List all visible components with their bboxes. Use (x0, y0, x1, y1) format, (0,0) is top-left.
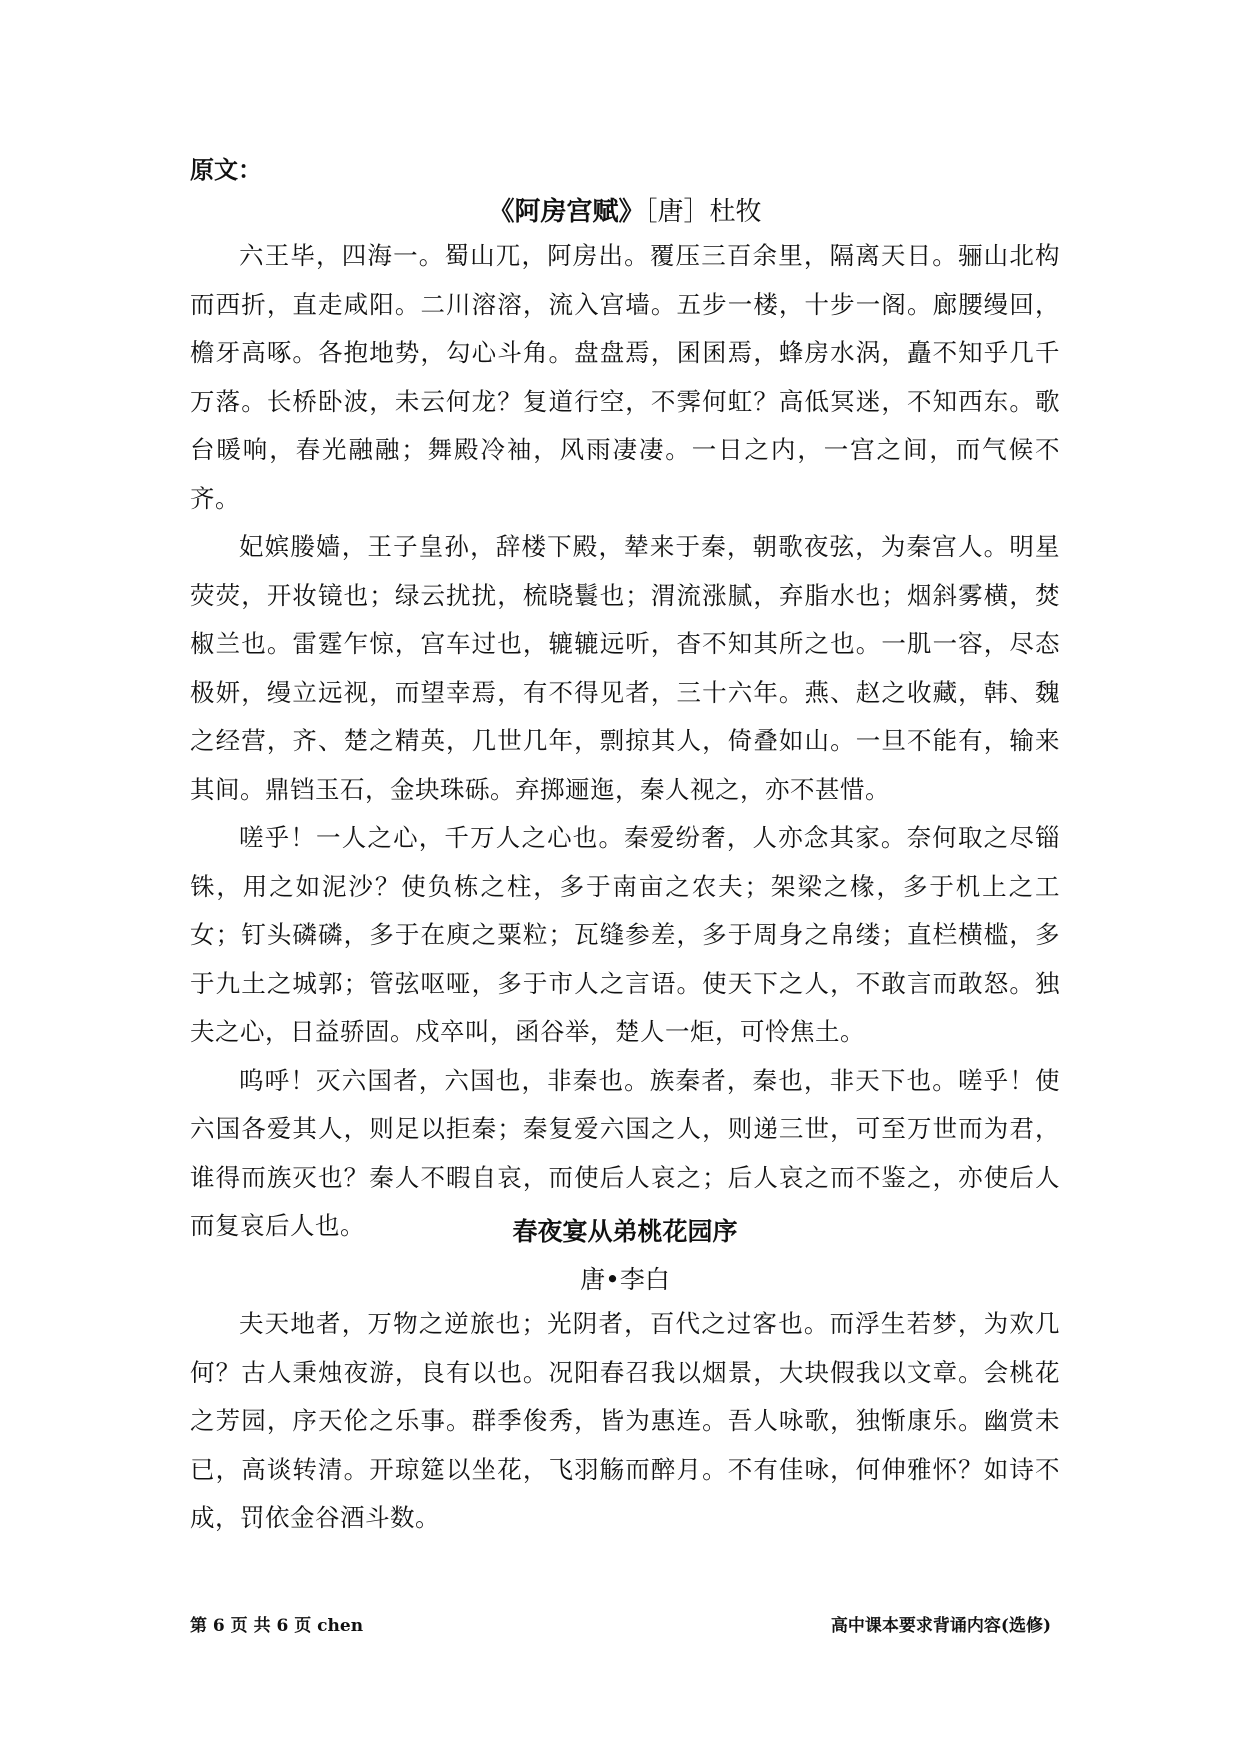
poem1-paragraph: 妃嫔媵嫱，王子皇孙，辞楼下殿，辇来于秦，朝歌夜弦，为秦宫人。明星荧荧，开妆镜也；绿云扰扰，梳晓鬟也；渭流涨腻，弃脂水也；烟斜雾横，焚椒兰也。雷霆乍惊，宫车过也，辘辘远听，杳不知其所之也。一肌一容，尽态极妍，缦立远视，而望幸焉，有不得见者，三十六年。燕、赵之收藏，韩、魏之经营，齐、楚之精英，几世几年，剽掠其人，倚叠如山。一旦不能有，输来其间。鼎铛玉石，金块珠砾。弃掷逦迤，秦人视之，亦不甚惜。 (190, 532, 1060, 804)
footer-page-number: 第 6 页 共 6 页 chen (190, 1616, 364, 1636)
poem2-title: 春夜宴从弟桃花园序 (512, 1217, 738, 1246)
section-label: 原文： (190, 155, 262, 184)
poem2-paragraph: 夫天地者，万物之逆旅也；光阴者，百代之过客也。而浮生若梦，为欢几何？古人秉烛夜游，良有以也。况阳春召我以烟景，大块假我以文章。会桃花之芳园，序天伦之乐事。群季俊秀，皆为惠连。吾人咏歌，独惭康乐。幽赏未已，高谈转清。开琼筵以坐花，飞羽觞而醉月。不有佳咏，何伸雅怀？如诗不成，罚依金谷酒斗数。 (190, 1309, 1060, 1532)
poem1-paragraph: 嗟乎！一人之心，千万人之心也。秦爱纷奢，人亦念其家。奈何取之尽锱铢，用之如泥沙？使负栋之柱，多于南亩之农夫；架梁之椽，多于机上之工女；钉头磷磷，多于在庾之粟粒；瓦缝参差，多于周身之帛缕；直栏横槛，多于九土之城郭；管弦呕哑，多于市人之言语。使天下之人，不敢言而敢怒。独夫之心，日益骄固。戍卒叫，函谷举，楚人一炬，可怜焦土。 (190, 823, 1060, 1046)
footer-document-title: 高中课本要求背诵内容(选修) (830, 1616, 1051, 1636)
poem2-author: 唐•李白 (580, 1265, 670, 1294)
poem1-dynasty: ［唐］ (644, 197, 710, 227)
poem1-paragraph: 六王毕，四海一。蜀山兀，阿房出。覆压三百余里，隔离天日。骊山北构而西折，直走咸阳。二川溶溶，流入宫墙。五步一楼，十步一阁。廊腰缦回，檐牙高啄。各抱地势，勾心斗角。盘盘焉，囷囷焉，蜂房水涡，矗不知乎几千万落。长桥卧波，未云何龙？复道行空，不霁何虹？高低冥迷，不知西东。歌台暖响，春光融融；舞殿冷袖，风雨凄凄。一日之内，一宫之间，而气候不齐。 (190, 241, 1060, 513)
poem2-body (190, 1300, 1060, 1543)
poem1-paragraph: 呜呼！灭六国者，六国也，非秦也。族秦者，秦也，非天下也。嗟乎！使六国各爱其人，则足以拒秦；秦复爱六国之人，则递三世，可至万世而为君，谁得而族灭也？秦人不暇自哀，而使后人哀之；后人哀之而不鉴之，亦使后人而复哀后人也。 (190, 1065, 1060, 1240)
poem1-author: 杜牧 (709, 197, 762, 227)
poem1-title-line (190, 192, 1060, 232)
poem1-body (190, 232, 1060, 1251)
poem1-title: 《阿房宫赋》 (488, 197, 645, 227)
